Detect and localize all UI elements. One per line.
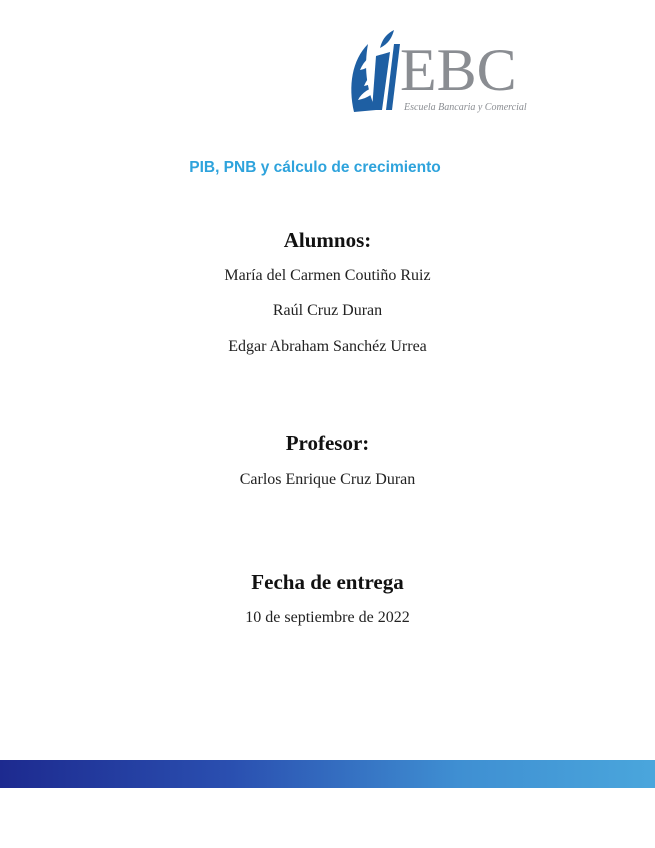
student-name: Edgar Abraham Sanchéz Urrea [228, 338, 427, 355]
logo-wordmark: EBC [400, 37, 517, 103]
students-heading: Alumnos: [283, 228, 372, 252]
footer-gradient-bar [0, 760, 655, 788]
ebc-logo [346, 26, 546, 118]
document-title: PIB, PNB y cálculo de crecimiento [189, 159, 441, 176]
professor-name: Carlos Enrique Cruz Duran [239, 471, 416, 488]
logo-tagline: Escuela Bancaria y Comercial [404, 102, 527, 113]
student-name: Raúl Cruz Duran [272, 302, 383, 319]
ebc-logo-graphic [346, 26, 546, 118]
student-name: María del Carmen Coutiño Ruiz [224, 267, 431, 284]
delivery-heading: Fecha de entrega [251, 570, 404, 594]
emblem-icon [351, 30, 400, 112]
delivery-date: 10 de septiembre de 2022 [245, 609, 410, 626]
professor-heading: Profesor: [285, 431, 370, 455]
